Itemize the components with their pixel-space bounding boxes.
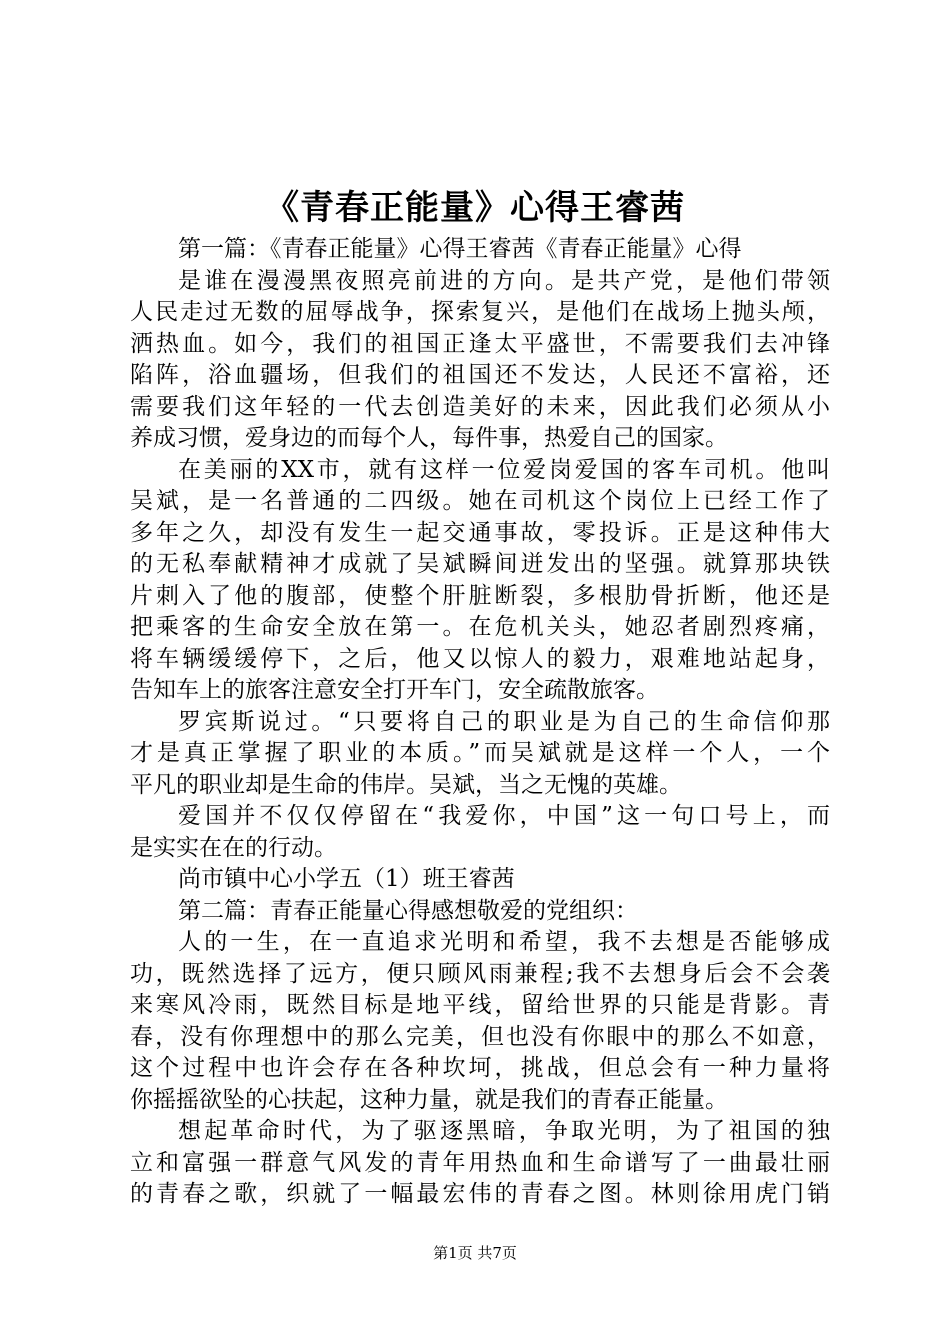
text-line: 的无私奉献精神才成就了吴斌瞬间迸发出的坚强。就算那块铁 (130, 551, 830, 577)
text-line: 洒热血。如今，我们的祖国正逢太平盛世，不需要我们去冲锋 (130, 330, 830, 357)
text-line: 你摇摇欲坠的心扶起，这种力量，就是我们的青春正能量。 (130, 1086, 728, 1113)
text-line: 爱国并不仅仅停留在“我爱你，中国”这一句口号上，而 (178, 803, 830, 829)
text-line: 想起革命时代，为了驱逐黑暗，争取光明，为了祖国的独 (178, 1118, 830, 1144)
text-line: 人的一生，在一直追求光明和希望，我不去想是否能够成 (178, 929, 830, 955)
text-line: 陷阵，浴血疆场，但我们的祖国还不发达，人民还不富裕，还 (130, 362, 830, 388)
text-line: 在美丽的XX市，就有这样一位爱岗爱国的客车司机。他叫 (178, 456, 830, 483)
text-line: 来寒风冷雨，既然目标是地平线，留给世界的只能是背影。青 (130, 992, 830, 1018)
text-line: 需要我们这年轻的一代去创造美好的未来，因此我们必须从小 (130, 393, 830, 420)
text-line: 养成习惯，爱身边的而每个人，每件事，热爱自己的国家。 (130, 425, 728, 451)
text-line: 吴斌，是一名普通的二四级。她在司机这个岗位上已经工作了 (130, 488, 830, 514)
text-line: 尚市镇中心小学五（1）班王睿茜 (178, 866, 515, 892)
text-line: 才是真正掌握了职业的本质。”而吴斌就是这样一个人，一个 (130, 740, 830, 766)
text-line: 是谁在漫漫黑夜照亮前进的方向。是共产党，是他们带领 (178, 267, 830, 294)
text-line: 人民走过无数的屈辱战争，探索复兴，是他们在战场上抛头颅， (130, 299, 830, 325)
text-line: 功，既然选择了远方，便只顾风雨兼程;我不去想身后会不会袭 (130, 960, 830, 987)
text-line: 平凡的职业却是生命的伟岸。吴斌，当之无愧的英雄。 (130, 771, 682, 798)
text-line: 片刺入了他的腹部，使整个肝脏断裂，多根肋骨折断，他还是 (130, 582, 830, 609)
page-footer: 第1页 共7页 (433, 1244, 517, 1262)
text-line: 告知车上的旅客注意安全打开车门，安全疏散旅客。 (130, 677, 659, 703)
text-line: 多年之久，却没有发生一起交通事故，零投诉。正是这种伟大 (130, 519, 830, 546)
document-title: 《青春正能量》心得王睿茜 (265, 188, 685, 228)
text-line: 是实实在在的行动。 (130, 834, 337, 861)
text-line: 把乘客的生命安全放在第一。在危机关头，她忍者剧烈疼痛， (130, 614, 830, 640)
text-line: 立和富强一群意气风发的青年用热血和生命谱写了一曲最壮丽 (130, 1149, 830, 1176)
document-body (130, 234, 830, 1211)
text-line: 这个过程中也许会存在各种坎坷，挑战，但总会有一种力量将 (130, 1055, 830, 1081)
text-line: 将车辆缓缓停下，之后，他又以惊人的毅力，艰难地站起身， (130, 645, 830, 672)
text-line: 罗宾斯说过。“只要将自己的职业是为自己的生命信仰那 (178, 708, 830, 735)
text-line: 的青春之歌，织就了一幅最宏伟的青春之图。林则徐用虎门销 (130, 1181, 830, 1207)
text-line: 春，没有你理想中的那么完美，但也没有你眼中的那么不如意， (130, 1023, 830, 1050)
text-line: 第二篇：青春正能量心得感想敬爱的党组织： (178, 897, 638, 924)
text-line: 第一篇：《青春正能量》心得王睿茜《青春正能量》心得 (178, 236, 742, 262)
